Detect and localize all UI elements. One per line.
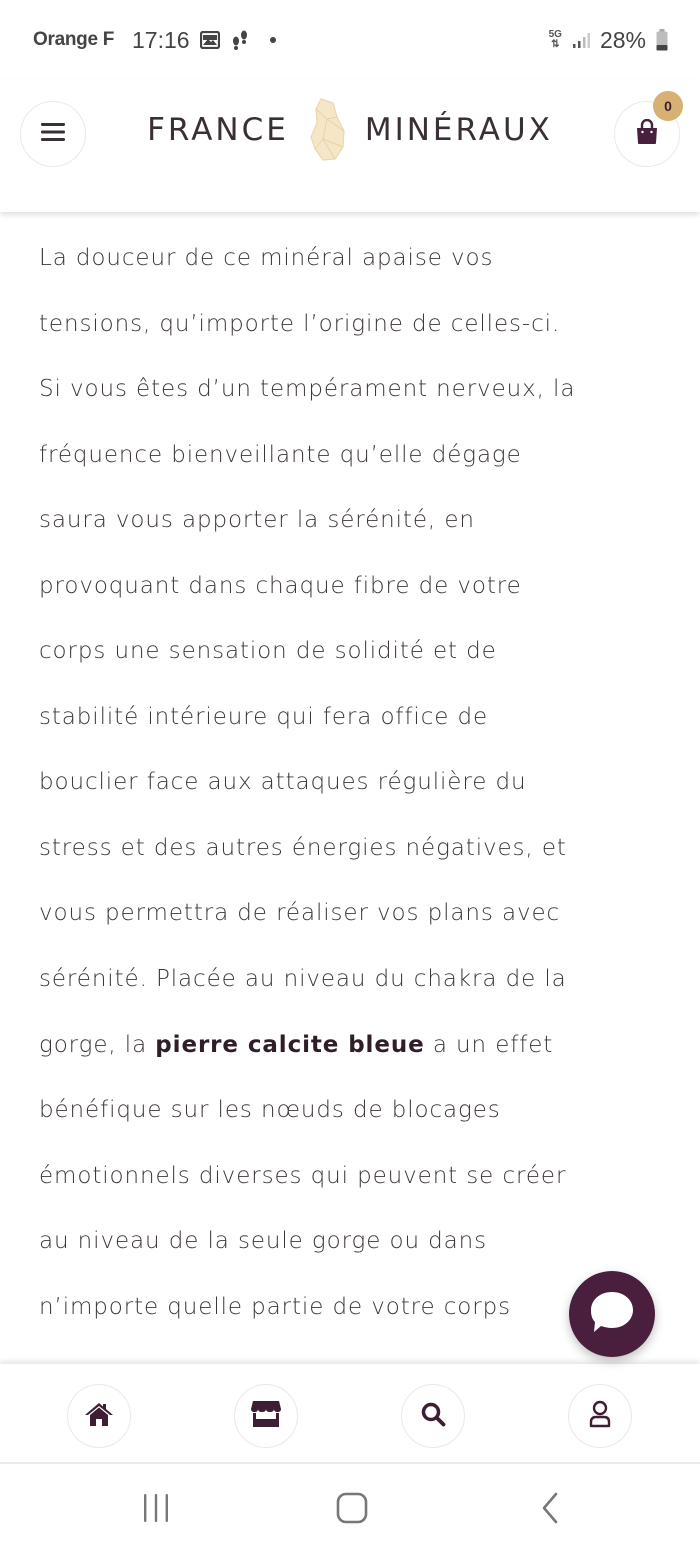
bold-keyword: pierre calcite bleue	[155, 1032, 425, 1058]
store-icon	[250, 1400, 282, 1432]
cart-button[interactable]	[614, 98, 680, 167]
recents-button[interactable]	[131, 1488, 181, 1532]
nav-home-button[interactable]	[67, 1384, 131, 1448]
text-line: stabilité intérieure qui fera office de	[39, 704, 489, 730]
system-home-button[interactable]	[327, 1488, 377, 1532]
cart-count-badge: 0	[653, 91, 683, 121]
text-line: provoquant dans chaque fibre de votre	[39, 573, 522, 599]
text-line: corps une sensation de solidité et de	[39, 638, 497, 664]
text-line: n’importe quelle partie de votre corps	[39, 1294, 512, 1320]
chat-button[interactable]	[569, 1271, 655, 1357]
text-line: bouclier face aux attaques régulière du	[39, 769, 527, 795]
text-line: saura vous apporter la sérénité, en	[39, 507, 475, 533]
battery-percent: 28%	[599, 26, 646, 53]
text-line: gorge, la pierre calcite bleue a un effet	[39, 1032, 554, 1058]
crystal-icon	[307, 97, 347, 163]
nav-account-button[interactable]	[568, 1384, 632, 1448]
logo-word-right: MINÉRAUX	[364, 112, 553, 148]
product-description	[0, 212, 700, 1364]
text-line: stress et des autres énergies négatives, et	[39, 835, 567, 861]
text-line: vous permettra de réaliser vos plans avec	[39, 900, 561, 926]
chat-bubble-icon	[588, 1289, 636, 1339]
steps-icon	[230, 29, 250, 51]
menu-button[interactable]	[20, 101, 86, 167]
back-button[interactable]	[525, 1488, 575, 1532]
status-left	[33, 27, 276, 54]
signal-bars-icon	[572, 31, 590, 49]
home-outline-icon	[335, 1491, 369, 1529]
shopping-bag-icon	[635, 119, 659, 149]
site-header	[0, 80, 700, 212]
text-line: tensions, qu’importe l’origine de celles-ci.	[39, 311, 561, 337]
bottom-nav	[0, 1364, 700, 1464]
system-navigation-bar	[0, 1466, 700, 1556]
network-5g-icon: 5G ⇅	[548, 29, 562, 50]
site-logo[interactable]	[0, 80, 700, 180]
battery-icon	[656, 29, 668, 51]
nav-shop-button[interactable]	[234, 1384, 298, 1448]
text-line: fréquence bienveillante qu’elle dégage	[39, 442, 522, 468]
logo-word-left: FRANCE	[147, 112, 289, 148]
notification-dot-icon	[270, 37, 276, 43]
recents-icon	[140, 1492, 172, 1528]
status-bar	[0, 0, 700, 80]
clock: 17:16	[132, 26, 190, 53]
text-line: La douceur de ce minéral apaise vos	[39, 245, 494, 271]
search-icon	[420, 1401, 446, 1431]
text-line: bénéfique sur les nœuds de blocages	[39, 1097, 501, 1123]
home-icon	[84, 1401, 114, 1431]
text-line: au niveau de la seule gorge ou dans	[39, 1228, 488, 1254]
gallery-icon	[200, 31, 220, 49]
user-icon	[588, 1400, 612, 1432]
text-line: Si vous êtes d’un tempérament nerveux, la	[39, 376, 576, 402]
back-icon	[540, 1491, 560, 1529]
nav-search-button[interactable]	[401, 1384, 465, 1448]
hamburger-icon	[41, 122, 65, 146]
text-line: sérénité. Placée au niveau du chakra de la	[39, 966, 567, 992]
text-line: émotionnels diverses qui peuvent se créer	[39, 1163, 567, 1189]
carrier-name: Orange F	[33, 29, 115, 50]
status-right	[549, 27, 668, 54]
